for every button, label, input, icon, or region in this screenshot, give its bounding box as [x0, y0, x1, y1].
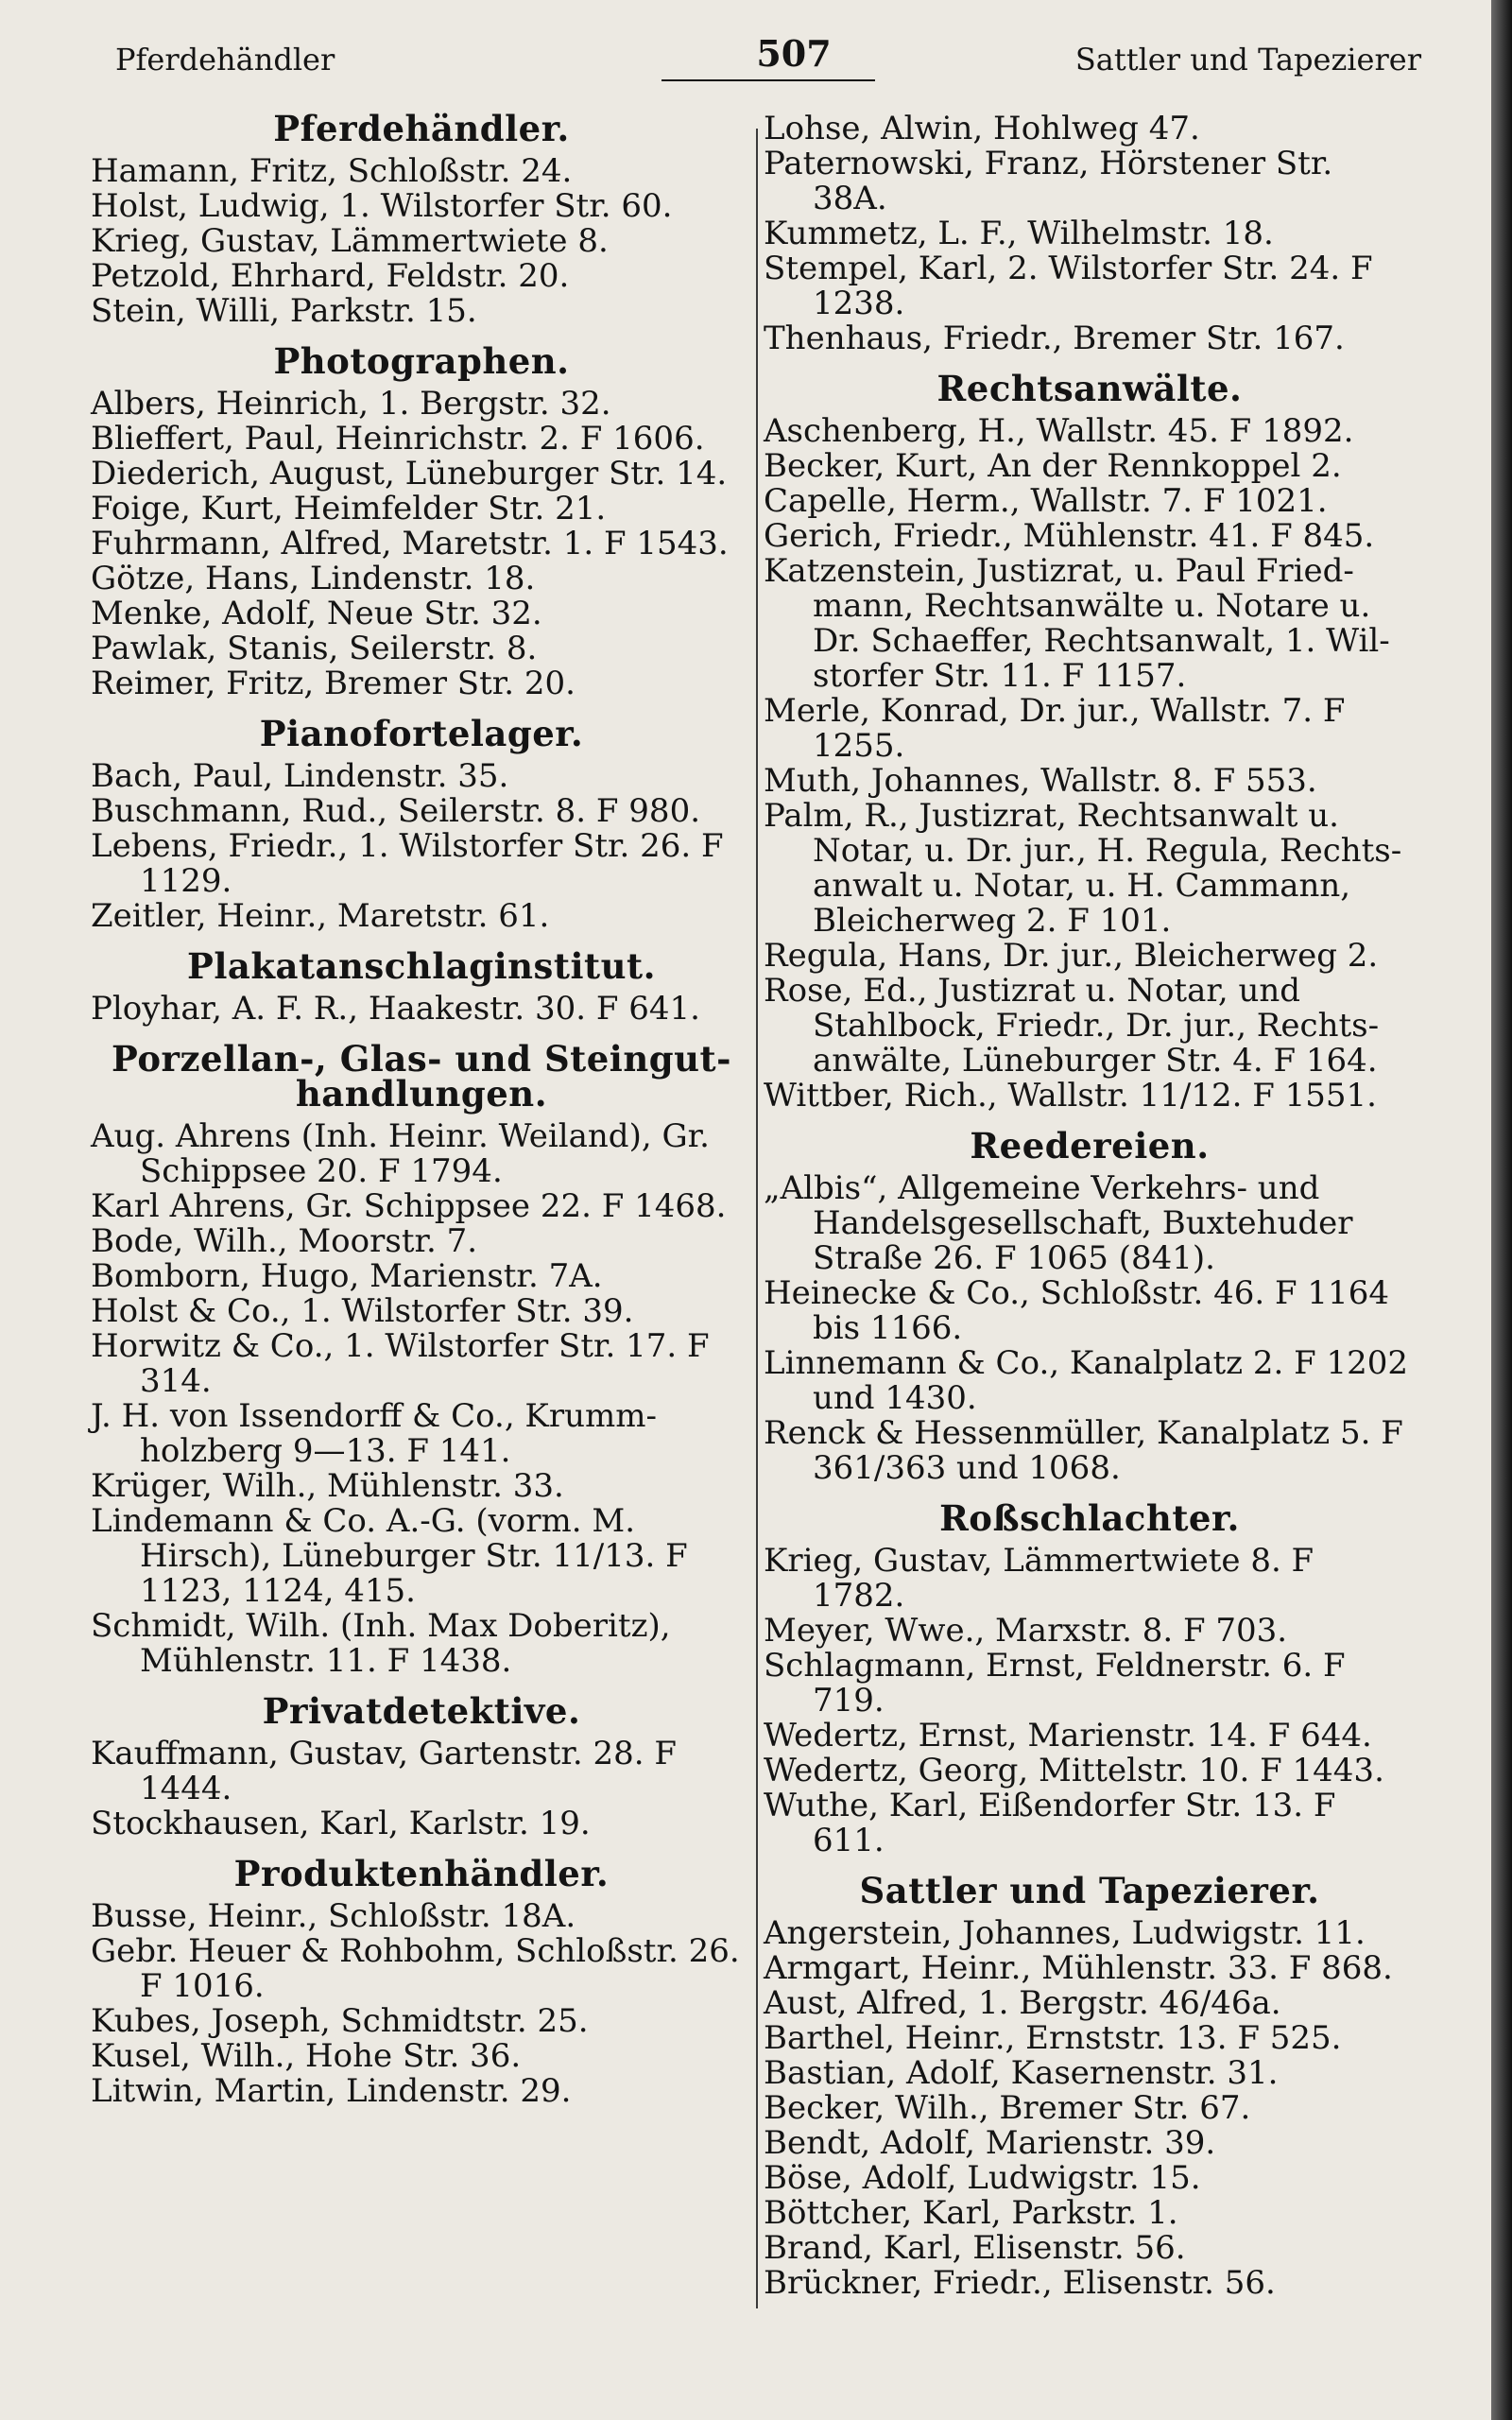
directory-entry: Karl Ahrens, Gr. Schippsee 22. F 1468.	[91, 1187, 727, 1225]
directory-entry: Hamann, Fritz, Schloßstr. 24.	[91, 152, 573, 190]
directory-entry: Palm, R., Justizrat, Rechtsanwalt u. Notar, u. Dr. jur., H. Regula, Rechts-anwalt u. Notar, u. H. Cammann, Bleicherweg 2. F 101.	[764, 797, 1402, 940]
directory-entry: Brückner, Friedr., Elisenstr. 56.	[764, 2264, 1276, 2302]
directory-entry: Wittber, Rich., Wallstr. 11/12. F 1551.	[764, 1077, 1377, 1115]
section-title: Porzellan-, Glas- und Steingut-handlungen.	[112, 1038, 731, 1115]
directory-entry: Bendt, Adolf, Marienstr. 39.	[764, 2124, 1216, 2162]
directory-entry: Muth, Johannes, Wallstr. 8. F 553.	[764, 762, 1317, 800]
directory-entry: Petzold, Ehrhard, Feldstr. 20.	[91, 257, 570, 295]
column-divider	[756, 129, 758, 2308]
section-title: Sattler und Tapezierer.	[859, 1870, 1320, 1911]
directory-entry: Kubes, Joseph, Schmidtstr. 25.	[91, 2002, 589, 2040]
directory-entry: Capelle, Herm., Wallstr. 7. F 1021.	[764, 482, 1328, 520]
section-title: Pianofortelager.	[259, 713, 584, 754]
directory-section	[764, 1870, 1416, 2302]
directory-entry: Horwitz & Co., 1. Wilstorfer Str. 17. F 314.	[91, 1327, 710, 1400]
header-rule	[662, 79, 875, 81]
directory-entry: Diederich, August, Lüneburger Str. 14.	[91, 455, 728, 493]
directory-section	[764, 368, 1416, 1115]
directory-entry: Krüger, Wilh., Mühlenstr. 33.	[91, 1467, 564, 1505]
running-head-left: Pferdehändler	[115, 42, 335, 78]
directory-entry: Albers, Heinrich, 1. Bergstr. 32.	[91, 385, 611, 423]
directory-entry: Gerich, Friedr., Mühlenstr. 41. F 845.	[764, 517, 1375, 555]
directory-entry: Rose, Ed., Justizrat u. Notar, und Stahlbock, Friedr., Dr. jur., Rechts-anwälte, Lüneburger Str. 4. F 164.	[764, 972, 1380, 1080]
directory-entry: Gebr. Heuer & Rohbohm, Schloßstr. 26. F 1016.	[91, 1932, 740, 2005]
directory-section	[91, 1853, 752, 2110]
section-title: Rechtsanwälte.	[936, 368, 1243, 409]
section-title: Roßschlachter.	[939, 1497, 1240, 1539]
directory-entry: Lohse, Alwin, Hohlweg 47.	[764, 110, 1200, 147]
directory-entry: Thenhaus, Friedr., Bremer Str. 167.	[764, 320, 1345, 357]
directory-entry: Barthel, Heinr., Ernststr. 13. F 525.	[764, 2019, 1342, 2057]
directory-entry: Linnemann & Co., Kanalplatz 2. F 1202 und 1430.	[764, 1344, 1409, 1417]
directory-entry: Aschenberg, H., Wallstr. 45. F 1892.	[764, 412, 1354, 450]
directory-section	[91, 340, 752, 702]
directory-entry: Litwin, Martin, Lindenstr. 29.	[91, 2072, 572, 2110]
directory-entry: Aust, Alfred, 1. Bergstr. 46/46a.	[764, 1984, 1281, 2022]
directory-entry: Kauffmann, Gustav, Gartenstr. 28. F 1444.	[91, 1735, 677, 1807]
directory-entry: Wedertz, Ernst, Marienstr. 14. F 644.	[764, 1717, 1372, 1754]
directory-entry: Krieg, Gustav, Lämmertwiete 8. F 1782.	[764, 1542, 1314, 1615]
directory-entry: Zeitler, Heinr., Maretstr. 61.	[91, 897, 550, 935]
directory-entry: Busse, Heinr., Schloßstr. 18A.	[91, 1897, 576, 1935]
directory-entry: Stempel, Karl, 2. Wilstorfer Str. 24. F 1238.	[764, 250, 1373, 322]
right-column	[764, 112, 1416, 2301]
directory-entry: Bomborn, Hugo, Marienstr. 7A.	[91, 1257, 603, 1295]
directory-entry: Bach, Paul, Lindenstr. 35.	[91, 757, 509, 795]
section-title: Plakatanschlaginstitut.	[187, 945, 656, 987]
directory-entry: Buschmann, Rud., Seilerstr. 8. F 980.	[91, 792, 701, 830]
directory-entry: Krieg, Gustav, Lämmertwiete 8.	[91, 222, 609, 260]
section-title: Produktenhändler.	[233, 1853, 610, 1894]
directory-entry: Schlagmann, Ernst, Feldnerstr. 6. F 719.	[764, 1647, 1346, 1720]
directory-entry: Ployhar, A. F. R., Haakestr. 30. F 641.	[91, 990, 700, 1028]
directory-entry: Merle, Konrad, Dr. jur., Wallstr. 7. F 1255.	[764, 692, 1346, 765]
left-column	[91, 108, 752, 2110]
directory-entry: Kummetz, L. F., Wilhelmstr. 18.	[764, 215, 1274, 252]
directory-entry: Lebens, Friedr., 1. Wilstorfer Str. 26. F 1129.	[91, 827, 724, 900]
directory-entry: Götze, Hans, Lindenstr. 18.	[91, 560, 536, 597]
section-title: Reedereien.	[970, 1125, 1210, 1167]
directory-entry: Becker, Wilh., Bremer Str. 67.	[764, 2089, 1251, 2127]
directory-entry: Bode, Wilh., Moorstr. 7.	[91, 1222, 478, 1260]
directory-entry: Holst, Ludwig, 1. Wilstorfer Str. 60.	[91, 187, 673, 225]
directory-entry: Heinecke & Co., Schloßstr. 46. F 1164 bis 1166.	[764, 1274, 1389, 1347]
directory-entry: Bastian, Adolf, Kasernenstr. 31.	[764, 2054, 1279, 2092]
directory-entry: Meyer, Wwe., Marxstr. 8. F 703.	[764, 1612, 1288, 1650]
directory-entry: Schmidt, Wilh. (Inh. Max Doberitz), Mühlenstr. 11. F 1438.	[91, 1607, 671, 1680]
directory-entry: Stein, Willi, Parkstr. 15.	[91, 292, 477, 330]
directory-entry: Renck & Hessenmüller, Kanalplatz 5. F 361/363 und 1068.	[764, 1414, 1403, 1487]
directory-entry: Wuthe, Karl, Eißendorfer Str. 13. F 611.	[764, 1787, 1336, 1859]
directory-entry: Stockhausen, Karl, Karlstr. 19.	[91, 1805, 591, 1842]
running-head-right: Sattler und Tapezierer	[1074, 42, 1421, 78]
section-title: Photographen.	[273, 340, 570, 382]
directory-entry: Pawlak, Stanis, Seilerstr. 8.	[91, 630, 538, 667]
directory-entry: Wedertz, Georg, Mittelstr. 10. F 1443.	[764, 1752, 1384, 1789]
section-title: Pferdehändler.	[273, 108, 570, 149]
directory-entry: Aug. Ahrens (Inh. Heinr. Weiland), Gr. Schippsee 20. F 1794.	[91, 1117, 710, 1190]
directory-entry: „Albis“, Allgemeine Verkehrs- und Handelsgesellschaft, Buxtehuder Straße 26. F 1065 (841).	[764, 1169, 1353, 1277]
directory-entry: Brand, Karl, Elisenstr. 56.	[764, 2229, 1186, 2267]
directory-section	[91, 713, 752, 935]
directory-entry: Blieffert, Paul, Heinrichstr. 2. F 1606.	[91, 420, 705, 458]
directory-section	[764, 1497, 1416, 1859]
directory-entry: Foige, Kurt, Heimfelder Str. 21.	[91, 490, 607, 527]
directory-section	[91, 1690, 752, 1842]
directory-entry: Menke, Adolf, Neue Str. 32.	[91, 595, 542, 632]
directory-section	[91, 945, 752, 1028]
directory-entry: Holst & Co., 1. Wilstorfer Str. 39.	[91, 1292, 634, 1330]
directory-section	[91, 1038, 752, 1680]
directory-section	[764, 112, 1416, 356]
directory-entry: Katzenstein, Justizrat, u. Paul Fried-mann, Rechtsanwälte u. Notare u. Dr. Schaeffer, Rechtsanwalt, 1. Wil-storfer Str. 11. F 1157.	[764, 552, 1390, 695]
directory-entry: Lindemann & Co. A.-G. (vorm. M. Hirsch), Lüneburger Str. 11/13. F 1123, 1124, 415.	[91, 1502, 688, 1610]
page-number: 507	[756, 32, 832, 75]
directory-entry: Paternowski, Franz, Hörstener Str. 38A.	[764, 145, 1333, 217]
directory-entry: Böttcher, Karl, Parkstr. 1.	[764, 2194, 1178, 2232]
directory-entry: Kusel, Wilh., Hohe Str. 36.	[91, 2037, 522, 2075]
directory-entry: Fuhrmann, Alfred, Maretstr. 1. F 1543.	[91, 525, 729, 562]
directory-entry: Armgart, Heinr., Mühlenstr. 33. F 868.	[764, 1949, 1393, 1987]
directory-entry: Regula, Hans, Dr. jur., Bleicherweg 2.	[764, 937, 1379, 975]
directory-section	[91, 108, 752, 330]
section-title: Privatdetektive.	[262, 1690, 581, 1732]
directory-entry: Böse, Adolf, Ludwigstr. 15.	[764, 2159, 1201, 2197]
directory-entry: Becker, Kurt, An der Rennkoppel 2.	[764, 447, 1342, 485]
directory-entry: Angerstein, Johannes, Ludwigstr. 11.	[764, 1914, 1366, 1952]
directory-section	[764, 1125, 1416, 1487]
directory-entry: Reimer, Fritz, Bremer Str. 20.	[91, 665, 576, 702]
directory-entry: J. H. von Issendorff & Co., Krumm-holzberg 9—13. F 141.	[91, 1397, 657, 1470]
